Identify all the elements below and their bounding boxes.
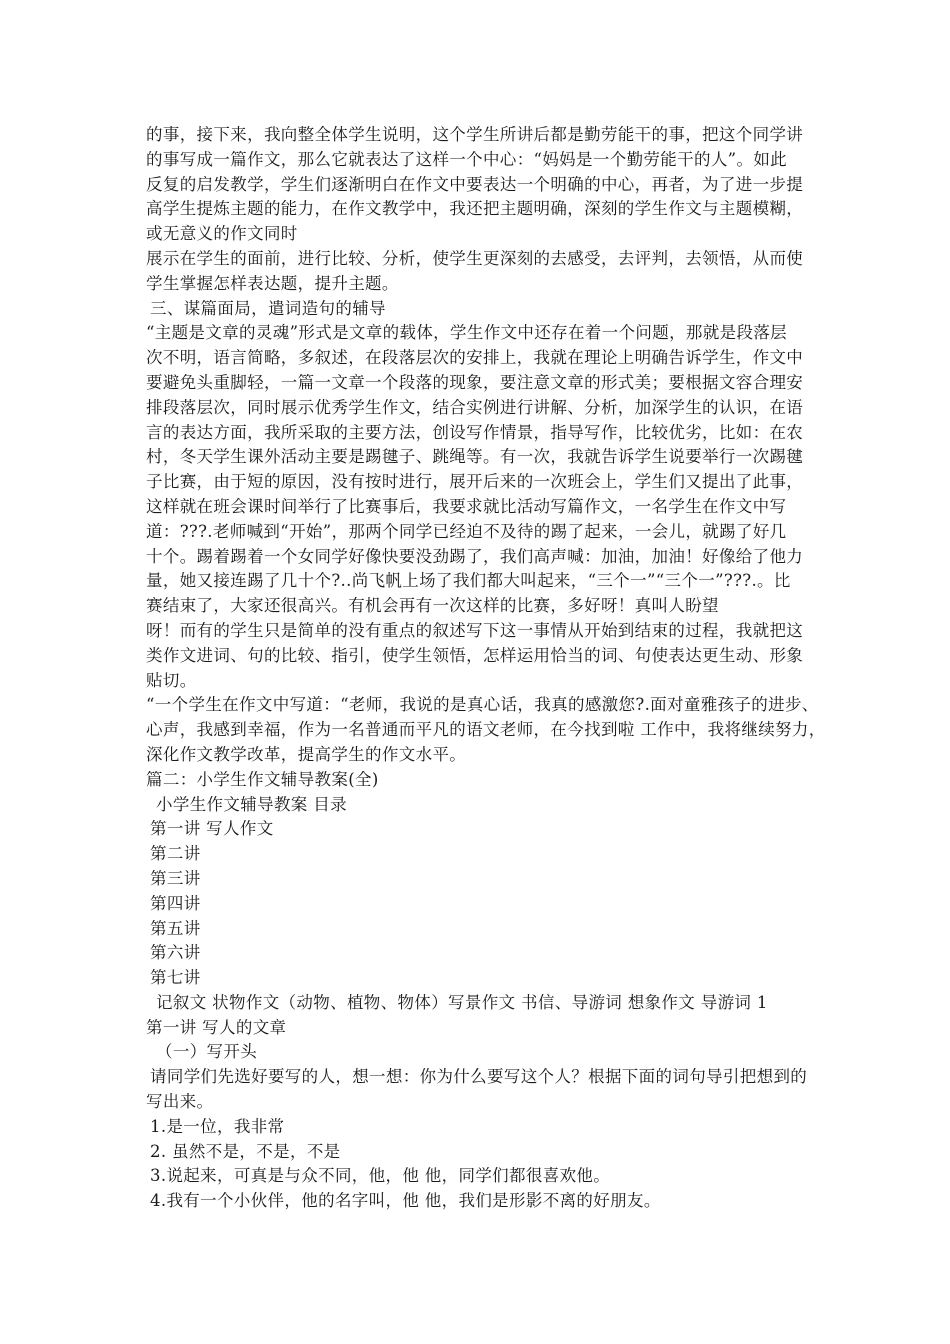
text-line: 4.我有一个小伙伴，他的名字叫，他 他，我们是形影不离的好朋友。 — [150, 1191, 661, 1211]
text-line: 言的表达方面，我所采取的主要方法，创设写作情景，指导写作，比较优劣，比如：在农 — [146, 422, 804, 442]
text-line: 或无意义的作文同时 — [146, 224, 298, 244]
text-line: 小学生作文辅导教案 目录 — [156, 794, 347, 814]
text-line: “一个学生在作文中写道：“老师，我说的是真心话，我真的感激您?.面对童雅孩子的进步、 — [146, 695, 819, 715]
document-page — [146, 123, 826, 1214]
text-line: 第四讲 — [150, 893, 201, 913]
text-line: 的事写成一篇作文，那么它就表达了这样一个中心：“妈妈是一个勤劳能干的人”。如此 — [146, 149, 788, 169]
text-line: 次不明，语言简略，多叙述，在段落层次的安排上，我就在理论上明确告诉学生，作文中 — [146, 348, 804, 368]
text-line: （一）写开头 — [156, 1042, 258, 1062]
text-line: 第五讲 — [150, 918, 201, 938]
text-line: 反复的启发教学，学生们逐渐明白在作文中要表达一个明确的中心，再者，为了进一步提 — [146, 174, 804, 194]
text-line: 3.说起来，可真是与众不同，他，他 他，同学们都很喜欢他。 — [150, 1166, 611, 1186]
text-line: 深化作文教学改革，提高学生的作文水平。 — [146, 744, 467, 764]
text-line: 第二讲 — [150, 844, 201, 864]
text-line: 第六讲 — [150, 943, 201, 963]
text-line: 第一讲 写人作文 — [150, 819, 274, 839]
text-line: 这样就在班会课时间举行了比赛事后，我要求就比活动写篇作文，一名学生在作文中写 — [146, 496, 787, 516]
text-line: 第七讲 — [150, 968, 201, 988]
text-line: 篇二：小学生作文辅导教案(全) — [146, 769, 379, 789]
text-line: 三、谋篇面局，遣词造句的辅导 — [150, 298, 386, 318]
text-line: 赛结束了，大家还很高兴。有机会再有一次这样的比赛，多好呀！真叫人盼望 — [146, 596, 719, 616]
text-line: 第一讲 写人的文章 — [146, 1017, 287, 1037]
text-line: 学生掌握怎样表达题，提升主题。 — [146, 273, 399, 293]
text-line: 道：???.老师喊到“开始”，那两个同学已经迫不及待的踢了起来，一会儿，就踢了好几 — [146, 521, 787, 541]
text-line: 子比赛，由于短的原因，没有按时进行，展开后来的一次班会上，学生们又提出了此事， — [146, 472, 804, 492]
text-line: 量，她又接连踢了几十个?..尚飞帆上场了我们都大叫起来，“三个一”“三个一”???.。比 — [146, 571, 791, 591]
text-line: 高学生提炼主题的能力，在作文教学中，我还把主题明确，深刻的学生作文与主题模糊， — [146, 199, 804, 219]
text-line: 的事，接下来，我向整全体学生说明，这个学生所讲后都是勤劳能干的事，把这个同学讲 — [146, 125, 804, 144]
text-line: 2. 虽然不是，不是，不是 — [150, 1141, 341, 1161]
text-line: 要避免头重脚轻，一篇一文章一个段落的现象，要注意文章的形式美；要根据文容合理安 — [146, 372, 804, 392]
text-line: 展示在学生的面前，进行比较、分析，使学生更深刻的去感受，去评判，去领悟，从而使 — [146, 248, 804, 268]
text-line: 呀！而有的学生只是简单的没有重点的叙述写下这一事情从开始到结束的过程，我就把这 — [146, 620, 804, 640]
text-line: 心声，我感到幸福，作为一名普通而平凡的语文老师，在今找到啦 工作中，我将继续努力， — [146, 720, 826, 740]
text-line: 贴切。 — [146, 670, 197, 690]
text-line: “主题是文章的灵魂”形式是文章的载体，学生作文中还存在着一个问题，那就是段落层 — [146, 323, 788, 343]
text-line: 记叙文 状物作文（动物、植物、物体）写景作文 书信、导游词 想象作文 导游词 1 — [156, 992, 768, 1012]
text-line: 写出来。 — [146, 1092, 214, 1112]
text-line: 第三讲 — [150, 868, 201, 888]
text-line: 村，冬天学生课外活动主要是踢毽子、跳绳等。有一次，我就告诉学生说要举行一次踢毽 — [146, 447, 804, 467]
text-line: 十个。踢着踢着一个女同学好像快要没劲踢了，我们高声喊：加油，加油！好像给了他力 — [146, 546, 804, 566]
text-line: 排段落层次，同时展示优秀学生作文，结合实例进行讲解、分析，加深学生的认识，在语 — [146, 397, 804, 417]
text-line: 1.是一位，我非常 — [150, 1116, 285, 1136]
text-line: 类作文进词、句的比较、指引，使学生领悟，怎样运用恰当的词、句使表达更生动、形象 — [146, 645, 804, 665]
text-line: 请同学们先选好要写的人，想一想：你为什么要写这个人？根据下面的词句导引把想到的 — [150, 1067, 808, 1087]
